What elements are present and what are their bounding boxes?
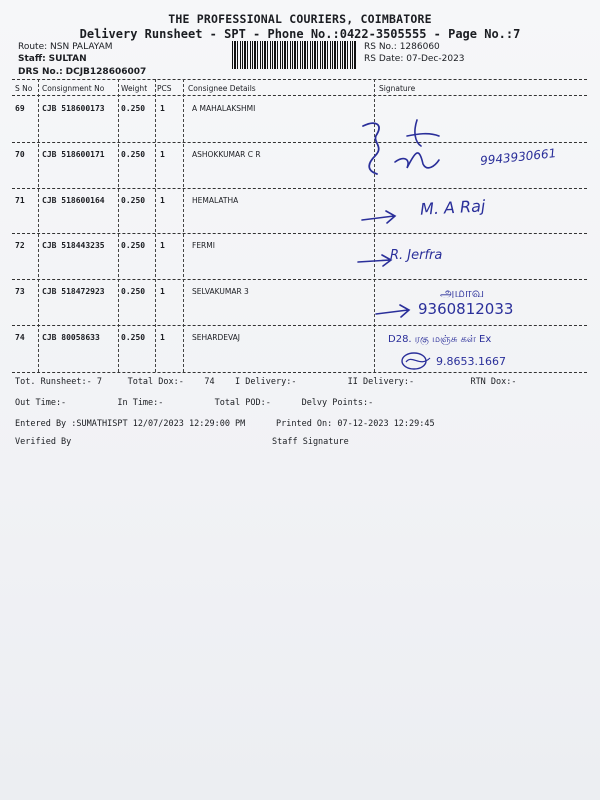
col-header-sno: S No: [15, 84, 33, 93]
verified-by-label: Verified By: [15, 437, 72, 447]
rs-date-value: 07-Dec-2023: [406, 54, 465, 64]
row-sno: 74: [15, 333, 25, 342]
table-header-rule: [12, 95, 587, 96]
col-divider: [183, 79, 184, 372]
row-consignee: HEMALATHA: [192, 196, 239, 205]
row-consignee: FERMI: [192, 241, 215, 250]
rs-date-line: [364, 54, 465, 64]
company-title: THE PROFESSIONAL COURIERS, COIMBATORE: [168, 12, 432, 26]
col-divider: [38, 79, 39, 372]
row-weight: 0.250: [121, 104, 146, 113]
row-consignment: CJB 518600173: [42, 104, 105, 113]
row-consignment: CJB 80058633: [42, 333, 100, 342]
rs-no-line: [364, 42, 440, 52]
row-rule: [12, 233, 587, 234]
rs-date-label: RS Date:: [364, 54, 404, 64]
table-bottom-rule: [12, 372, 587, 373]
row-pcs: 1: [160, 104, 165, 113]
handwritten-phone-row70: 9943930661: [479, 146, 557, 168]
row-weight: 0.250: [121, 196, 146, 205]
row-pcs: 1: [160, 333, 165, 342]
col-header-consignee: Consignee Details: [188, 84, 256, 93]
row-pcs: 1: [160, 196, 165, 205]
drs-value: DCJB128606007: [65, 67, 147, 77]
row-sno: 69: [15, 104, 25, 113]
times-line: Out Time:- In Time:- Total POD:- Delvy Points:-: [15, 398, 374, 408]
drs-line: [18, 67, 146, 77]
route-value: NSN PALAYAM: [50, 42, 113, 52]
signature-row69-70: [355, 112, 595, 182]
row-weight: 0.250: [121, 241, 146, 250]
row-pcs: 1: [160, 150, 165, 159]
staff-line: [18, 54, 87, 64]
entered-by-line: Entered By :SUMATHISPT 12/07/2023 12:29:00 PM Printed On: 07-12-2023 12:29:45: [15, 419, 435, 429]
row-weight: 0.250: [121, 287, 146, 296]
staff-signature-label: Staff Signature: [272, 437, 349, 447]
handwritten-phone-row74: 9.8653.1667: [436, 355, 506, 368]
arrow-icon: [360, 208, 400, 228]
handwritten-tamil-row73: அமாவ: [440, 286, 485, 301]
row-consignment: CJB 518443235: [42, 241, 105, 250]
row-consignee: SELVAKUMAR 3: [192, 287, 249, 296]
rs-no-value: 1286060: [399, 42, 440, 52]
row-sno: 71: [15, 196, 25, 205]
row-weight: 0.250: [121, 150, 146, 159]
handwritten-phone-row73: 9360812033: [418, 300, 514, 318]
row-consignment: CJB 518600164: [42, 196, 105, 205]
runsheet-subtitle: Delivery Runsheet - SPT - Phone No.:0422-3505555 - Page No.:7: [79, 27, 521, 41]
handwritten-note-row74: D28. ரகு மஞ்சு கள் Ex: [388, 334, 492, 345]
col-header-signature: Signature: [379, 84, 416, 93]
row-rule: [12, 188, 587, 189]
col-divider: [155, 79, 156, 372]
row-weight: 0.250: [121, 333, 146, 342]
arrow-icon: [374, 302, 414, 322]
row-pcs: 1: [160, 287, 165, 296]
totals-line: Tot. Runsheet:- 7 Total Dox:- 74 I Delivery:- II Delivery:- RTN Dox:-: [15, 377, 517, 387]
row-consignee: SEHARDEVAJ: [192, 333, 240, 342]
handwritten-signature-row72: R. Jerfra: [390, 248, 443, 263]
col-header-weight: Weight: [121, 84, 148, 93]
row-consignee: ASHOKKUMAR C R: [192, 150, 261, 159]
barcode: [232, 41, 356, 69]
route-label: Route:: [18, 42, 48, 52]
route-line: [18, 42, 113, 52]
table-top-rule: [12, 79, 587, 80]
row-sno: 73: [15, 287, 25, 296]
staff-label: Staff:: [18, 54, 46, 64]
row-rule: [12, 279, 587, 280]
row-pcs: 1: [160, 241, 165, 250]
staff-value: SULTAN: [48, 54, 87, 64]
row-consignee: A MAHALAKSHMI: [192, 104, 256, 113]
col-header-pcs: PCS: [157, 84, 172, 93]
row-rule: [12, 325, 587, 326]
row-sno: 72: [15, 241, 25, 250]
row-consignment: CJB 518600171: [42, 150, 105, 159]
col-header-consignment: Consignment No: [42, 84, 105, 93]
drs-label: DRS No.:: [18, 67, 63, 77]
row-consignment: CJB 518472923: [42, 287, 105, 296]
row-sno: 70: [15, 150, 25, 159]
handwritten-signature-row71: M. A Raj: [419, 196, 486, 219]
signature-scribble-row74: [400, 350, 436, 372]
rs-no-label: RS No.:: [364, 42, 397, 52]
col-divider: [118, 79, 119, 372]
